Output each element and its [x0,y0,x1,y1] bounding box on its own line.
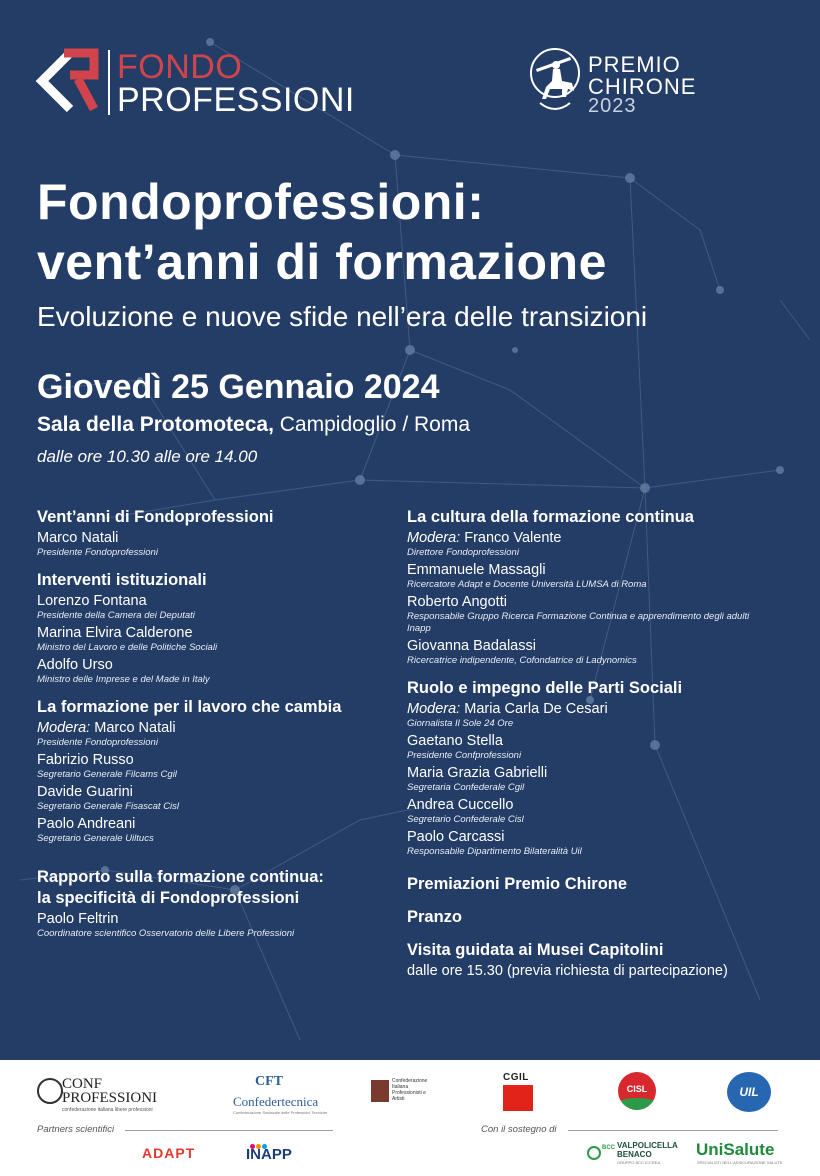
speaker [407,638,802,667]
program-section [37,867,417,940]
speaker-role: Ministro del Lavoro e delle Politiche Sociali [37,642,218,653]
uil-logo [727,1072,771,1112]
cipa-line: Italiana [392,1084,409,1090]
cipa-line: Confederazione [392,1078,428,1084]
event-venue [37,413,470,437]
section-title: Ruolo e impegno delle Parti Sociali [407,679,683,697]
speaker-name [37,720,417,737]
cipa-logo-text [392,1078,427,1102]
section-title: La cultura della formazione continua [407,508,694,526]
premio-label: PREMIO [588,52,681,77]
sostegno-divider [568,1130,778,1131]
sostegno-label: Con il sostegno di [481,1124,557,1135]
brand-name-professioni: PROFESSIONI [117,81,355,119]
uil-logo-text: UIL [739,1085,759,1099]
speaker [37,593,417,622]
fondoprofessioni-logo-icon [34,45,102,117]
speaker-role: Segretaria Confederale Cgil [407,782,525,793]
speaker-role: Segretario Confederale Cisl [407,814,524,825]
speaker-name: Marco Natali [37,530,119,546]
cisl-logo [618,1072,656,1110]
visita-title: Visita guidata ai Musei Capitolini [407,941,664,959]
speaker-role: Ricercatrice indipendente, Cofondatrice di Ladynomics [407,655,637,666]
section-title-continued: la specificità di Fondoprofessioni [37,889,300,907]
brand-name-fondo: FONDO [117,48,243,86]
speaker [407,701,802,730]
speaker-name: Andrea Cuccello [407,797,514,813]
speaker [37,784,417,813]
speaker-name: Lorenzo Fontana [37,593,147,609]
speaker-role: Responsabile Gruppo Ricerca Formazione Continua e apprendimento degli adulti [407,611,750,622]
confedertecnica-logo: Confedertecnica [233,1094,319,1109]
speaker-role: Presidente della Camera dei Deputati [37,610,195,621]
speaker-name [407,530,802,547]
inapp-logo: INAPP [246,1146,292,1163]
cipa-line: Artisti [392,1096,405,1102]
speaker [37,657,417,686]
program-left-column [37,507,417,951]
speaker [407,562,802,591]
speaker [407,594,802,635]
confedertecnica-tagline: Confederazione Sindacale delle Professioni Tecniche [233,1110,328,1115]
confprofessioni-logo-line1: CONF [62,1076,103,1092]
speaker [407,797,802,826]
speaker-name: Fabrizio Russo [37,752,134,768]
moderator-name: Franco Valente [464,530,562,546]
speaker-role: Presidente Fondoprofessioni [37,737,158,748]
cipa-line: Professionisti e [392,1090,426,1096]
inapp-logo-dots [250,1136,274,1144]
speaker [37,752,417,781]
logo-divider [108,50,110,115]
speaker [407,733,802,762]
speaker-role: Ricercatore Adapt e Docente Università LUMSA di Roma [407,579,647,590]
bcc-logo-prefix: BCC [602,1145,615,1151]
speaker [407,765,802,794]
speaker-name: Davide Guarini [37,784,133,800]
bcc-logo-icon [587,1146,601,1160]
speaker [37,911,417,940]
speaker-name: Adolfo Urso [37,657,113,673]
program-section [407,678,802,858]
event-subtitle: Evoluzione e nuove sfide nell’era delle transizioni [37,301,648,332]
cft-logo: CFT [255,1074,283,1089]
moderator-label: Modera: [407,701,461,717]
speaker-role: Presidente Fondoprofessioni [37,547,158,558]
speaker [407,530,802,559]
speaker-role: Segretario Generale Fisascat Cisl [37,801,180,812]
confprofessioni-tagline: confederazione italiana libere professioni [62,1107,153,1113]
program-section [37,507,417,559]
venue-location: Campidoglio / Roma [273,413,471,436]
speaker-name [407,701,802,718]
speaker-name: Paolo Feltrin [37,911,119,927]
bcc-logo-line1: VALPOLICELLA [617,1141,678,1150]
speaker-name: Marina Elvira Calderone [37,625,193,641]
premiazioni-title: Premiazioni Premio Chirone [407,875,628,893]
premio-year: 2023 [588,95,637,117]
sponsors-footer [0,1060,820,1176]
program-right-column [407,507,802,980]
moderator-label: Modera: [407,530,461,546]
section-title: Interventi istituzionali [37,571,207,589]
moderator-name: Maria Carla De Cesari [464,701,608,717]
event-time: dalle ore 10.30 alle ore 14.00 [37,447,258,466]
speaker-name: Paolo Carcassi [407,829,505,845]
speaker [407,829,802,858]
visita-time: dalle ore 15.30 (previa richiesta di partecipazione) [407,963,728,979]
confprofessioni-logo-line2: PROFESSIONI [62,1090,158,1106]
program-section [407,507,802,667]
moderator-name: Marco Natali [94,720,176,736]
cgil-logo-text: CGIL [503,1072,529,1083]
speaker-role: Responsabile Dipartimento Bilateralità Uil [407,846,582,857]
speaker-role: Segretario Generale Filcams Cgil [37,769,177,780]
speaker [37,816,417,845]
cisl-logo-text: CISL [626,1084,648,1094]
speaker-name: Gaetano Stella [407,733,503,749]
centaur-icon [526,45,584,121]
speaker-role: Segretario Generale Uiltucs [37,833,154,844]
program-section [37,570,417,686]
event-date: Giovedì 25 Gennaio 2024 [37,368,440,406]
partners-divider [125,1130,333,1131]
speaker-name: Roberto Angotti [407,594,507,610]
section-title: Rapporto sulla formazione continua: [37,868,324,886]
speaker-role: Giornalista Il Sole 24 Ore [407,718,514,729]
bcc-logo-tagline: GRUPPO BCC ICCREA [617,1160,661,1165]
speaker-role: Coordinatore scientifico Osservatorio delle Libere Professioni [37,928,295,939]
cisl-logo-wave [618,1098,656,1110]
confprofessioni-logo-icon [37,1078,63,1104]
speaker-role-continued: Inapp [407,623,431,634]
pranzo-title: Pranzo [407,908,463,926]
speaker [37,625,417,654]
program-section [37,697,417,845]
speaker [37,720,417,749]
cipa-logo-icon [371,1080,389,1102]
cgil-logo [503,1072,533,1112]
event-title-line1: Fondoprofessioni: [37,174,485,230]
cgil-logo-mark [503,1085,533,1111]
speaker-name: Emmanuele Massagli [407,562,546,578]
bcc-logo-line2: BENACO [617,1150,652,1159]
speaker-name: Giovanna Badalassi [407,638,536,654]
speaker [37,530,417,559]
section-title: Vent’anni di Fondoprofessioni [37,508,274,526]
speaker-name: Maria Grazia Gabrielli [407,765,548,781]
chirone-label: CHIRONE [588,74,697,99]
speaker-role: Ministro delle Imprese e del Made in Italy [37,674,210,685]
unisalute-tagline: SPECIALISTI NELL'ASSICURAZIONE SALUTE [697,1160,783,1165]
speaker-role: Presidente Confprofessioni [407,750,522,761]
adapt-logo: ADAPT [142,1145,196,1161]
moderator-label: Modera: [37,720,91,736]
unisalute-logo: UniSalute [696,1140,775,1159]
section-title: La formazione per il lavoro che cambia [37,698,342,716]
event-title-line2: vent’anni di formazione [37,234,607,290]
speaker-name: Paolo Andreani [37,816,136,832]
partners-label: Partners scientifici [37,1124,115,1135]
venue-name: Sala della Protomoteca, [37,413,274,436]
speaker-role: Direttore Fondoprofessioni [407,547,519,558]
